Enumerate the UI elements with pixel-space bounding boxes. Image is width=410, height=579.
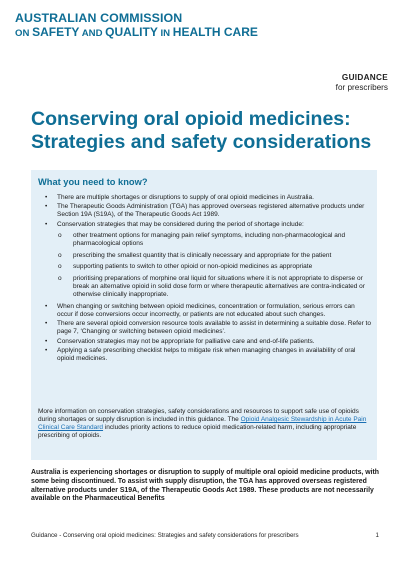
key-points-panel (31, 170, 377, 460)
circle-bullet-icon: o (58, 251, 62, 259)
logo-line-2 (15, 26, 258, 39)
guidance-label-block (336, 73, 388, 93)
bullet-icon: • (45, 337, 48, 345)
audience-label: for prescribers (335, 82, 388, 92)
intro-paragraph: Australia is experiencing shortages or disruption to supply of multiple oral opioid medicine products, with some being discontinued. To assist with supply disruption, the TGA has approved overseas registered alternative products under S19A, of the Therapeutic Goods Act 1989. These products are not necessarily available on the Pharmaceutical Benefits (31, 469, 380, 503)
logo-word: AND (79, 28, 106, 40)
list-item (37, 338, 371, 346)
circle-bullet-icon: o (58, 263, 62, 271)
panel-heading: What you need to know? (38, 177, 148, 187)
list-item (37, 320, 371, 336)
footer-text: Guidance - Conserving oral opioid medicines: Strategies and safety considerations for prescribers (31, 532, 299, 539)
list-item-text: There are multiple shortages or disruptions to supply of oral opioid medicines in Australia. (57, 194, 314, 201)
sub-list-item-text: prescribing the smallest quantity that is clinically necessary and appropriate for the patient (73, 251, 332, 259)
more-info-text: More information on conservation strategies, safety considerations and resources to support safe use of opioids during shortages or supply disruption is included in this guidance. The (38, 408, 359, 423)
list-item (37, 347, 371, 363)
logo-word: ON (15, 28, 33, 40)
bullet-icon: • (45, 320, 48, 328)
page-footer (31, 532, 379, 539)
guidance-label: GUIDANCE (341, 73, 388, 82)
more-info-text-end: includes priority actions to reduce opioid medication-related harm, including appropriate prescribing of opioids. (38, 423, 357, 439)
key-points-list (37, 194, 371, 365)
list-item (37, 203, 371, 219)
list-item-text: Conservation strategies may not be appropriate for palliative care and end-of-life patients. (57, 337, 315, 345)
page-number: 1 (375, 532, 379, 539)
sub-list-item-text: other treatment options for managing pain relief symptoms, including non-pharmacological and pharmacological options (73, 231, 346, 247)
more-information-paragraph (38, 408, 370, 440)
page-title: Conserving oral opioid medicines: Strategies and safety considerations (31, 108, 372, 153)
bullet-icon: • (45, 303, 48, 311)
circle-bullet-icon: o (58, 231, 62, 239)
list-item-text: When changing or switching between opioid medicines, concentration or formulation, serious errors can occur if dose conversions occur incorrectly, or patients are not educated about such changes. (57, 303, 355, 319)
sub-list-item-text: supporting patients to switch to other opioid or non-opioid medicines as appropriate (73, 263, 313, 271)
logo-word: QUALITY (105, 25, 158, 40)
sub-list-item (57, 275, 371, 299)
logo-word: SAFETY (32, 25, 80, 40)
list-item-text: Applying a safe prescribing checklist helps to mitigate risk when managing changes in availability of oral opioid medicines. (57, 347, 356, 363)
circle-bullet-icon: o (58, 275, 62, 283)
list-item-text: The Therapeutic Goods Administration (TGA) has approved overseas registered alternative products under Section 19A (S19A), of the Therapeutic Goods Act 1989. (57, 203, 365, 219)
list-item-text: There are several opioid conversion resource tools available to assist in determining a suitable dose. Refer to page 7, ‘Changing or switching between opioid medicines’. (57, 320, 371, 336)
sub-list-item (57, 263, 371, 271)
clinical-care-standard-link[interactable]: Opioid Analgesic Stewardship in Acute Pain Clinical Care Standard (38, 415, 367, 431)
sub-list-item (57, 252, 371, 260)
bullet-icon: • (45, 194, 48, 201)
sub-list-item-text: prioritising preparations of morphine oral liquid for situations where it is not appropriate to disperse or break an alternative opioid in solid dose form or where therapeutic alternatives are contra-indicated or otherwise clinically inappropriate. (73, 275, 365, 299)
list-item (37, 303, 371, 319)
sub-list-item (57, 232, 371, 248)
logo-word: IN (157, 28, 173, 40)
list-item-text: Conservation strategies that may be considered during the period of shortage include: (57, 220, 304, 228)
logo-word: HEALTH CARE (172, 25, 258, 40)
bullet-icon: • (45, 220, 48, 228)
logo-line-1: AUSTRALIAN COMMISSION (15, 11, 183, 25)
commission-logo (15, 12, 258, 39)
list-item (37, 194, 371, 202)
strategies-sublist (57, 232, 371, 299)
bullet-icon: • (45, 203, 48, 211)
bullet-icon: • (45, 347, 48, 355)
list-item (37, 221, 371, 299)
